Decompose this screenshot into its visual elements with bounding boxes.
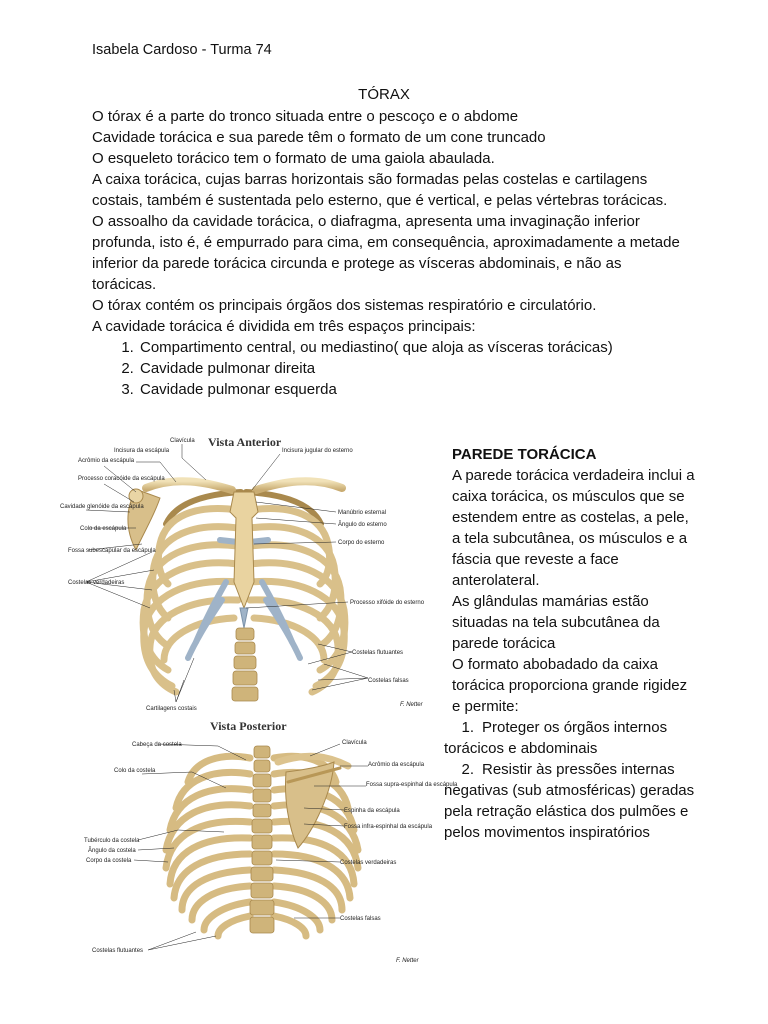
- label-incisura-escapula: Incisura da escápula: [114, 448, 170, 454]
- label-espinha-escapula: Espinha da escápula: [344, 808, 400, 814]
- ribcage-posterior: [166, 746, 358, 936]
- list-item: 2. Cavidade pulmonar direita: [138, 358, 682, 379]
- intro-text: [92, 106, 682, 400]
- label-corpo-costela: Corpo da costela: [86, 858, 132, 864]
- label-manubrio: Manúbrio esternal: [338, 510, 387, 516]
- paragraph: O assoalho da cavidade torácica, o diafragma, apresenta uma invaginação inferior profunda, isto é, é empurrado para cima, em consequência, aproximadamente a metade inferior da parede torácica circunda e protege as vísceras abdominais, e não as torácicas.: [92, 213, 680, 293]
- list-item: 3. Cavidade pulmonar esquerda: [138, 379, 682, 400]
- paragraph: O tórax é a parte do tronco situada entre o pescoço e o abdome: [92, 108, 519, 125]
- paragraph: O esqueleto torácico tem o formato de uma gaiola abaulada.: [92, 150, 495, 167]
- thorax-posterior-figure: [78, 719, 458, 970]
- label-fossa-infra: Fossa infra-espinhal da escápula: [344, 824, 433, 830]
- label-tuberculo-costela: Tubérculo da costela: [84, 838, 140, 844]
- ribcage-anterior: [128, 481, 345, 701]
- label-cabeca-costela: Cabeça da costela: [132, 742, 182, 748]
- section-heading: PAREDE TORÁCICA: [452, 446, 597, 463]
- paragraph: O tórax contém os principais órgãos dos sistemas respiratório e circulatório.: [92, 297, 597, 314]
- paragraph: Cavidade torácica e sua parede têm o formato de um cone truncado: [92, 129, 546, 146]
- paragraph: A cavidade torácica é dividida em três espaços principais:: [92, 318, 476, 335]
- function-list: [444, 717, 698, 843]
- label-incisura-jugular: Incisura jugular do esterno: [282, 448, 353, 454]
- list-item: 2. Resistir às pressões internas negativas (sub atmosféricas) geradas pela retração elástica dos pulmões e pelos movimentos inspiratórios: [444, 761, 695, 841]
- label-colo-costela: Colo da costela: [114, 768, 156, 774]
- label-costelas-verdadeiras: Costelas verdadeiras: [340, 860, 397, 866]
- figure-title: Vista Anterior: [208, 435, 282, 449]
- paragraph: A parede torácica verdadeira inclui a caixa torácica, os músculos que se estendem entre as costelas, a pele, a tela subcutânea, os músculos e a fáscia que reveste a face anterolateral.: [452, 467, 695, 589]
- label-colo-escapula: Colo da escápula: [80, 526, 127, 532]
- label-acromio: Acrômio da escápula: [368, 762, 425, 768]
- document-title: TÓRAX: [358, 86, 410, 103]
- thoracic-wall-section: [444, 444, 698, 843]
- label-costelas-falsas: Costelas falsas: [340, 916, 381, 922]
- label-angulo-costela: Ângulo da costela: [88, 848, 136, 854]
- label-clavicula: Clavícula: [342, 740, 367, 746]
- label-costelas-flutuantes: Costelas flutuantes: [92, 948, 144, 954]
- author-header: Isabela Cardoso - Turma 74: [92, 42, 272, 58]
- label-fossa-supra: Fossa supra-espinhal da escápula: [366, 782, 458, 788]
- artist-signature: F. Netter: [400, 702, 423, 708]
- cavity-list: [92, 337, 682, 400]
- label-corpo-esterno: Corpo do esterno: [338, 540, 385, 546]
- label-cavidade-glenoide: Cavidade glenóide da escápula: [60, 504, 144, 510]
- label-clavicula: Clavícula: [170, 438, 195, 444]
- label-processo-coracoide: Processo coracóide da escápula: [78, 476, 165, 482]
- label-acromio: Acrômio da escápula: [78, 458, 135, 464]
- label-processo-xifoide: Processo xifóide do esterno: [350, 600, 425, 606]
- list-item: 1. Compartimento central, ou mediastino( que aloja as vísceras torácicas): [138, 337, 682, 358]
- label-fossa-subescapular: Fossa subescapular da escápula: [68, 548, 156, 554]
- label-angulo-esterno: Ângulo do esterno: [338, 522, 387, 528]
- thorax-anterior-figure: [56, 432, 438, 722]
- label-costelas-verdadeiras: Costelas verdadeiras: [68, 580, 125, 586]
- figure-title: Vista Posterior: [210, 719, 287, 733]
- list-item: 1. Proteger os órgãos internos torácicos e abdominais: [444, 719, 668, 757]
- paragraph: O formato abobadado da caixa torácica proporciona grande rigidez e permite:: [452, 656, 688, 715]
- paragraph: As glândulas mamárias estão situadas na tela subcutânea da parede torácica: [452, 593, 660, 652]
- label-cartilagens-costais: Cartilagens costais: [146, 706, 197, 712]
- paragraph: A caixa torácica, cujas barras horizontais são formadas pelas costelas e cartilagens costais, também é sustentada pelo esterno, que é vertical, e pelas vértebras torácicas.: [92, 171, 668, 209]
- artist-signature: F. Netter: [396, 958, 419, 964]
- label-costelas-flutuantes: Costelas flutuantes: [352, 650, 404, 656]
- label-costelas-falsas: Costelas falsas: [368, 678, 409, 684]
